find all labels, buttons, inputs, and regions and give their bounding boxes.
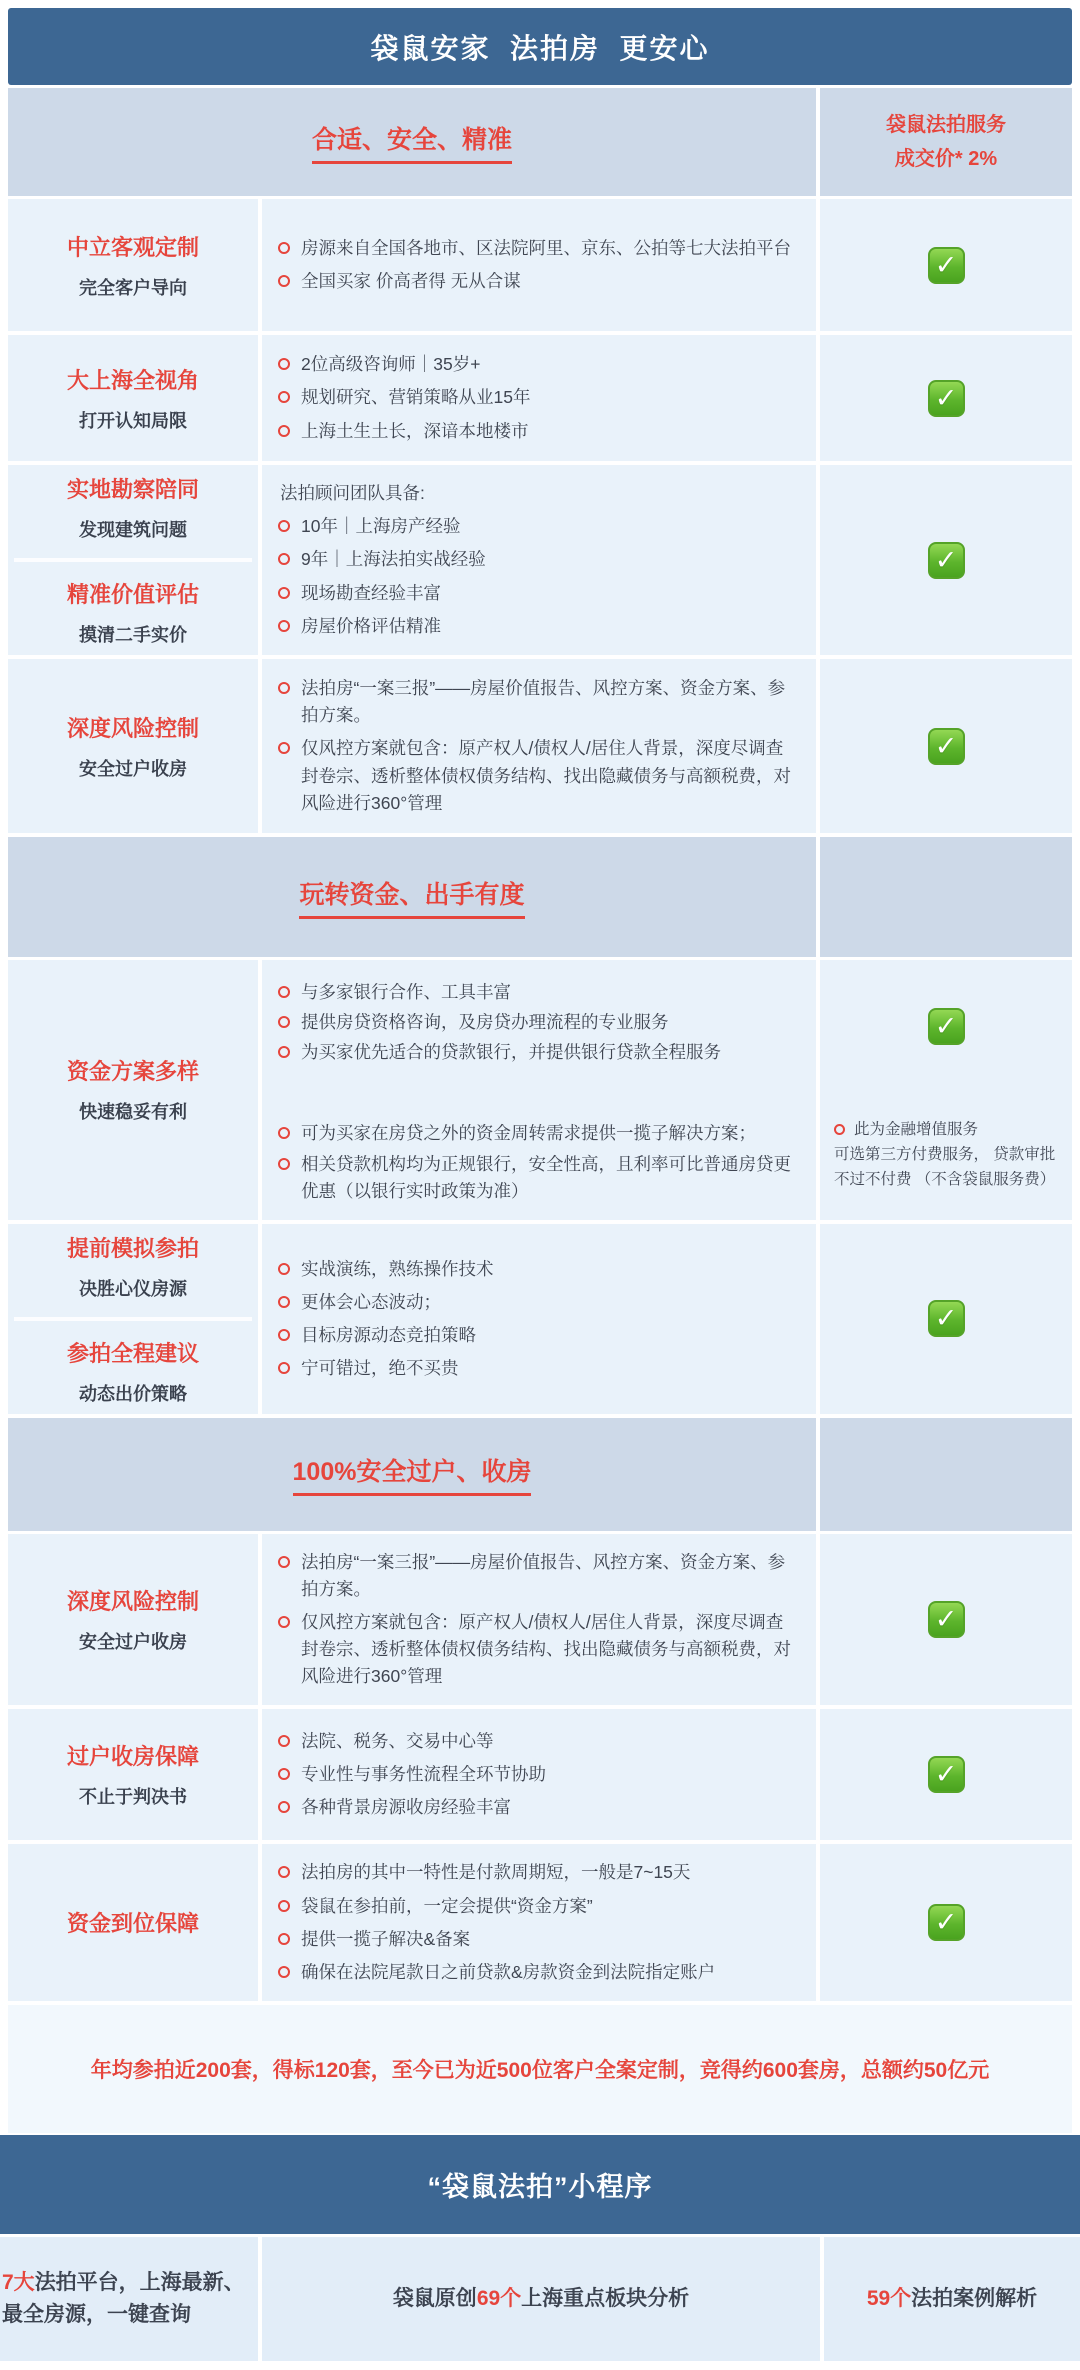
bullet-circle-icon	[278, 358, 290, 370]
bullet-item	[278, 1009, 798, 1036]
bullet-circle-icon	[834, 1124, 845, 1135]
bullet-item	[278, 580, 798, 607]
row-detail-cell	[262, 335, 816, 461]
section-2-header	[8, 837, 816, 957]
section-3-header	[8, 1418, 816, 1531]
left-cell-divider	[14, 1317, 252, 1321]
check-icon: ✓	[928, 542, 965, 579]
detail-intro: 法拍顾问团队具备:	[280, 483, 425, 504]
bullet-item	[278, 1549, 798, 1603]
miniprogram-features-row	[0, 2237, 1080, 2361]
page-title: 袋鼠安家 法拍房 更安心	[370, 32, 710, 64]
bullet-item	[278, 979, 798, 1006]
bullet-item	[278, 268, 798, 295]
row-title-cell	[8, 1844, 258, 2001]
row-status-cell	[820, 1709, 1072, 1840]
row-subtitle: 快速稳妥有利	[79, 1102, 187, 1123]
row-status-cell	[820, 1224, 1072, 1414]
bullet-item	[278, 513, 798, 540]
bullet-text: 可为买家在房贷之外的资金周转需求提供一揽子解决方案；	[301, 1123, 756, 1144]
bullet-text: 上海土生土长，深谙本地楼市	[301, 420, 529, 441]
bullet-text: 各种背景房源收房经验丰富	[301, 1797, 511, 1818]
bullet-circle-icon	[278, 1127, 290, 1139]
bullet-text: 与多家银行合作、工具丰富	[301, 982, 511, 1002]
check-icon: ✓	[928, 1904, 965, 1941]
row-detail-cell	[262, 659, 816, 833]
bullet-circle-icon	[278, 620, 290, 632]
section-3-title: 100%安全过户、收房	[293, 1452, 532, 1496]
feature-text	[2, 2267, 248, 2330]
service-fee-line1: 袋鼠法拍服务	[886, 114, 1006, 136]
bullet-circle-icon	[278, 1933, 290, 1945]
row-title-cell	[8, 1534, 258, 1706]
miniprogram-title: “袋鼠法拍”小程序	[427, 2171, 653, 2202]
bullet-item	[278, 384, 798, 411]
title-pair	[67, 578, 199, 647]
row-title: 参拍全程建议	[66, 1340, 199, 1366]
note-body-text: 可选第三方付费服务， 贷款审批不过不付费 （不含袋鼠服务费）	[834, 1145, 1056, 1188]
feature-platforms	[0, 2237, 258, 2361]
bullet-circle-icon	[278, 1735, 290, 1747]
feature-highlight: 7大	[2, 2271, 35, 2295]
bullet-circle-icon	[278, 1616, 290, 1628]
bullet-text: 确保在法院尾款日之前贷款&房款资金到法院指定账户	[301, 1961, 716, 1982]
bullet-text: 宁可错过，绝不买贵	[301, 1357, 459, 1378]
feature-highlight: 59个	[866, 2287, 912, 2311]
row-detail-cell	[262, 1709, 816, 1840]
bullet-text: 为买家优先适合的贷款银行，并提供银行贷款全程服务	[301, 1042, 721, 1063]
bullet-text: 仅风控方案就包含：原产权人/债权人/居住人背景，深度尽调查封卷宗、透析整体债权债务结构、找出隐藏债务与高额税费，对风险进行360°管理	[301, 738, 791, 813]
feature-rest: 上海重点板块分析	[521, 2287, 690, 2311]
check-icon: ✓	[928, 380, 965, 417]
bullet-circle-icon	[278, 553, 290, 565]
bullet-text: 提供一揽子解决&备案	[301, 1928, 471, 1949]
bullet-text: 法院、税务、交易中心等	[301, 1731, 494, 1752]
section-1-header	[8, 88, 816, 196]
row-subtitle: 打开认知局限	[79, 410, 187, 431]
title-pair	[67, 1232, 199, 1301]
table-row	[8, 1224, 1072, 1414]
bullet-circle-icon	[278, 742, 290, 754]
note-bullet-line	[834, 1118, 1060, 1143]
finance-note	[820, 1092, 1072, 1192]
bullet-circle-icon	[278, 242, 290, 254]
section-3-side-cell	[820, 1418, 1072, 1531]
title-pair	[67, 1337, 199, 1406]
bullet-text: 袋鼠在参拍前，一定会提供“资金方案”	[301, 1895, 593, 1916]
bullet-item	[278, 1039, 798, 1066]
row-status-cell	[820, 1844, 1072, 2001]
row-title: 大上海全视角	[66, 367, 199, 393]
check-icon: ✓	[928, 1300, 965, 1337]
bullet-item	[278, 1151, 798, 1205]
row-subtitle: 不止于判决书	[79, 1787, 187, 1808]
check-icon: ✓	[928, 728, 965, 765]
row-title: 实地勘察陪同	[66, 477, 199, 502]
bullet-item	[278, 613, 798, 640]
row-title: 深度风险控制	[66, 715, 199, 741]
service-fee-line2: 成交价* 2%	[894, 148, 998, 170]
bullet-circle-icon	[278, 682, 290, 694]
check-zone	[820, 960, 1072, 1092]
row-detail-cell	[262, 465, 816, 655]
bullet-item	[278, 735, 798, 816]
miniprogram-header	[0, 2135, 1080, 2234]
feature-rest: 法拍案例解析	[911, 2287, 1038, 2311]
row-title: 中立客观定制	[66, 234, 199, 260]
bullet-circle-icon	[278, 520, 290, 532]
bullet-text: 9年｜上海法拍实战经验	[301, 549, 486, 570]
bullet-circle-icon	[278, 1016, 290, 1028]
bullet-circle-icon	[278, 1966, 290, 1978]
bullet-circle-icon	[278, 1158, 290, 1170]
row-title-cell	[8, 199, 258, 331]
row-status-cell	[820, 335, 1072, 461]
feature-prefix: 袋鼠原创	[392, 2287, 477, 2311]
bullet-text: 现场勘查经验丰富	[301, 582, 441, 603]
table-row	[8, 199, 1072, 331]
bullet-circle-icon	[278, 1866, 290, 1878]
bullet-item	[278, 546, 798, 573]
bullet-text: 相关贷款机构均为正规银行，安全性高，且利率可比普通房贷更优惠（以银行实时政策为准）	[301, 1153, 791, 1201]
row-title: 资金到位保障	[66, 1911, 199, 1937]
row-status-cell	[820, 465, 1072, 655]
row-detail-cell	[262, 1534, 816, 1706]
bullet-circle-icon	[278, 391, 290, 403]
section-2-side-cell	[820, 837, 1072, 957]
table-row	[8, 335, 1072, 461]
row-title-cell	[8, 1224, 258, 1414]
row-title: 资金方案多样	[66, 1059, 199, 1085]
bullet-item	[278, 1959, 798, 1986]
summary-text: 年均参拍近200套，得标120套，至今已为近500位客户全案定制，竞得约600套房，总额约50亿元	[90, 2058, 990, 2082]
row-subtitle: 动态出价策略	[78, 1383, 187, 1404]
bullet-text: 全国买家 价高者得 无从合谋	[301, 271, 521, 291]
bullet-circle-icon	[278, 1768, 290, 1780]
bullet-item	[278, 1609, 798, 1690]
bullet-item	[278, 1289, 798, 1316]
service-fee-cell	[820, 88, 1072, 196]
row-subtitle: 安全过户收房	[79, 1632, 187, 1653]
row-detail-cell	[262, 960, 816, 1220]
note-bullet-text: 此为金融增值服务	[854, 1121, 979, 1138]
section-band-1	[8, 88, 1072, 196]
check-icon: ✓	[928, 1601, 965, 1638]
bullet-item	[278, 1926, 798, 1953]
bullet-text: 房屋价格评估精准	[301, 615, 441, 636]
bullet-circle-icon	[278, 1556, 290, 1568]
row-title: 深度风险控制	[66, 1589, 199, 1615]
bullet-text: 法拍房的其中一特性是付款周期短，一般是7~15天	[301, 1862, 691, 1883]
table-row	[8, 465, 1072, 655]
bullet-item	[278, 1322, 798, 1349]
bullet-group-1	[278, 976, 798, 1069]
bullet-text: 规划研究、营销策略从业15年	[301, 387, 531, 408]
bullet-circle-icon	[278, 1296, 290, 1308]
bullet-circle-icon	[278, 587, 290, 599]
bullet-item	[278, 675, 798, 729]
feature-block-analysis	[262, 2237, 820, 2361]
left-cell-divider	[14, 558, 252, 562]
feature-text	[393, 2283, 689, 2315]
bullet-text: 实战演练，熟练操作技术	[301, 1258, 494, 1279]
row-title: 提前模拟参拍	[66, 1235, 199, 1261]
bullet-text: 更体会心态波动；	[301, 1291, 441, 1312]
bullet-circle-icon	[278, 1801, 290, 1813]
row-status-cell	[820, 960, 1072, 1220]
bullet-circle-icon	[278, 1329, 290, 1341]
bullet-item	[278, 1761, 798, 1788]
row-title-cell	[8, 1709, 258, 1840]
row-status-cell	[820, 199, 1072, 331]
row-title: 精准价值评估	[66, 582, 199, 607]
app-header	[8, 8, 1072, 85]
bullet-item	[278, 235, 798, 262]
bullet-text: 2位高级咨询师｜35岁+	[301, 354, 481, 375]
check-icon: ✓	[928, 1756, 965, 1793]
row-title-cell	[8, 465, 258, 655]
bullet-item	[278, 1893, 798, 1920]
table-row	[8, 659, 1072, 833]
table-row	[8, 1709, 1072, 1840]
title-pair	[67, 473, 199, 542]
table-row	[8, 1534, 1072, 1706]
bullet-item	[278, 1794, 798, 1821]
bullet-text: 专业性与事务性流程全环节协助	[301, 1764, 546, 1785]
bullet-circle-icon	[278, 1046, 290, 1058]
summary-band	[8, 2005, 1072, 2133]
bullet-item	[278, 1355, 798, 1382]
bullet-item	[278, 1256, 798, 1283]
bullet-text: 仅风控方案就包含：原产权人/债权人/居住人背景，深度尽调查封卷宗、透析整体债权债务结构、找出隐藏债务与高额税费，对风险进行360°管理	[301, 1612, 791, 1687]
bullet-circle-icon	[278, 1362, 290, 1374]
bullet-text: 法拍房“一案三报”——房屋价值报告、风控方案、资金方案、参拍方案。	[301, 678, 786, 726]
bullet-text: 目标房源动态竞拍策略	[301, 1324, 476, 1345]
check-icon: ✓	[928, 247, 965, 284]
feature-rest: 法拍平台，上海最新、最全房源，一键查询	[2, 2271, 245, 2326]
feature-text	[867, 2283, 1037, 2315]
row-subtitle: 安全过户收房	[79, 758, 187, 779]
row-status-cell	[820, 1534, 1072, 1706]
bullet-item	[278, 351, 798, 378]
row-detail-cell	[262, 1844, 816, 2001]
section-2-title: 玩转资金、出手有度	[299, 875, 524, 919]
row-status-cell	[820, 659, 1072, 833]
check-icon: ✓	[928, 1008, 965, 1045]
bullet-text: 10年｜上海房产经验	[301, 516, 461, 537]
row-subtitle: 完全客户导向	[79, 277, 187, 298]
row-title-cell	[8, 659, 258, 833]
bullet-circle-icon	[278, 425, 290, 437]
section-band-3	[8, 1418, 1072, 1531]
row-detail-cell	[262, 1224, 816, 1414]
bullet-circle-icon	[278, 1263, 290, 1275]
bullet-text: 法拍房“一案三报”——房屋价值报告、风控方案、资金方案、参拍方案。	[301, 1551, 786, 1599]
bullet-circle-icon	[278, 1900, 290, 1912]
table-row	[8, 1844, 1072, 2001]
section-band-2	[8, 837, 1072, 957]
row-title-cell	[8, 960, 258, 1220]
bullet-item	[278, 1120, 798, 1147]
row-subtitle: 决胜心仪房源	[78, 1278, 187, 1299]
feature-highlight: 69个	[476, 2287, 522, 2311]
row-subtitle: 发现建筑问题	[78, 520, 187, 540]
section-1-title: 合适、安全、精准	[312, 120, 512, 164]
row-detail-cell	[262, 199, 816, 331]
bullet-item	[278, 418, 798, 445]
bullet-text: 房源来自全国各地市、区法院阿里、京东、公拍等七大法拍平台	[301, 237, 791, 258]
row-title: 过户收房保障	[66, 1744, 199, 1770]
bullet-group-2	[278, 1117, 798, 1207]
feature-case-analysis	[824, 2237, 1080, 2361]
bullet-circle-icon	[278, 275, 290, 287]
bullet-item	[278, 1728, 798, 1755]
bullet-text: 提供房贷资格咨询，及房贷办理流程的专业服务	[301, 1012, 669, 1033]
table-row	[8, 960, 1072, 1220]
row-title-cell	[8, 335, 258, 461]
bullet-circle-icon	[278, 986, 290, 998]
bullet-item	[278, 1859, 798, 1886]
row-subtitle: 摸清二手实价	[78, 625, 187, 645]
